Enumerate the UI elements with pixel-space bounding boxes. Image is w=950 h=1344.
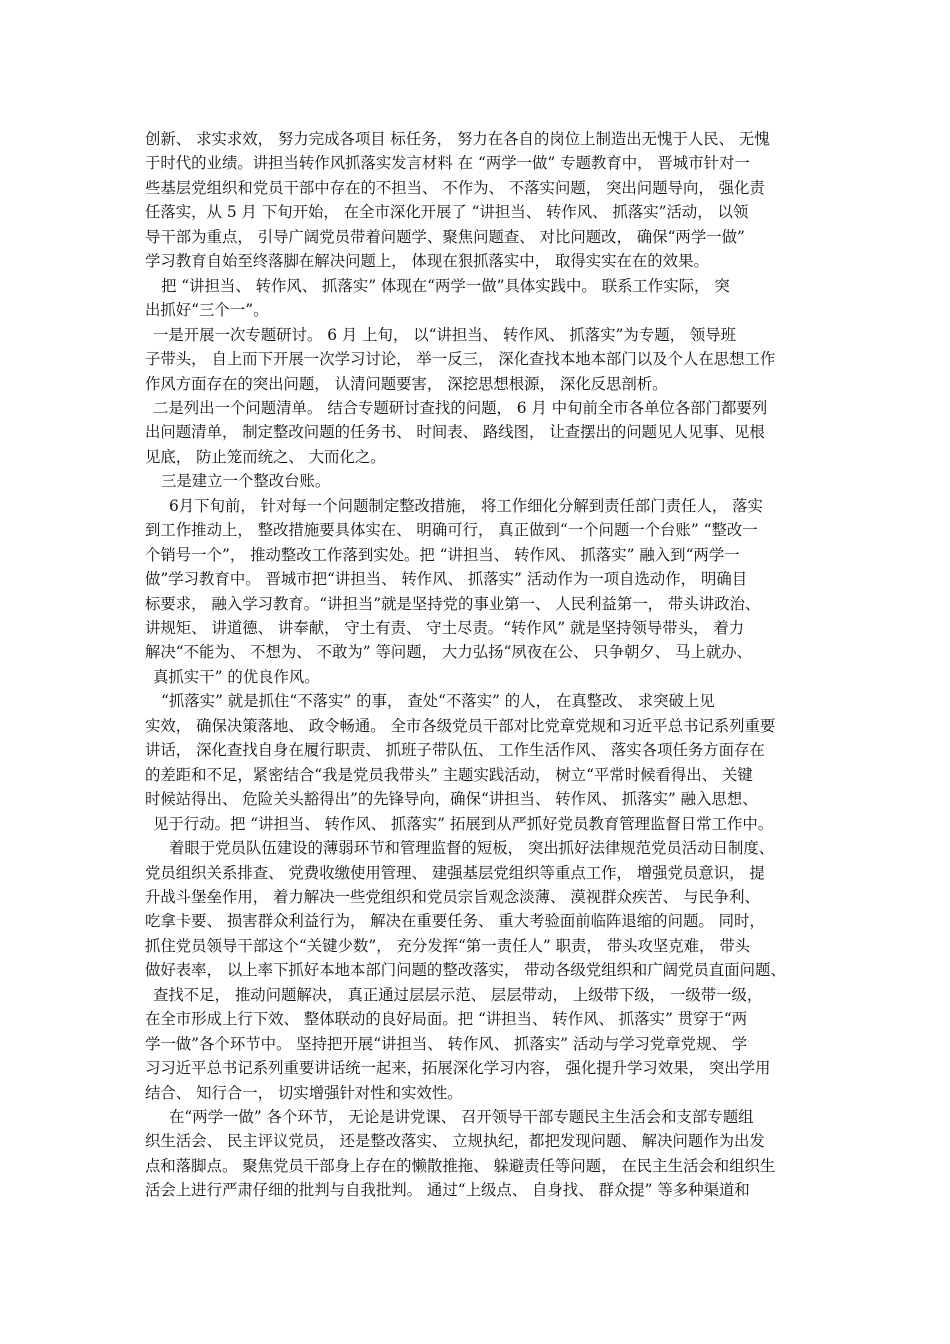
text-line: 在全市形成上行下效、 整体联动的良好局面。把 “讲担当、 转作风、 抓落实” 贯穿于“两 [145,1010,748,1029]
text-line: “抓落实” 就是抓住“不落实” 的事， 查处“不落实” 的人， 在真整改、 求突破上见 [161,692,715,711]
text-line: 的差距和不足，紧密结合“我是党员我带头” 主题实践活动， 树立“平常时候看得出、 关键 [145,765,753,784]
text-line: 6月下旬前， 针对每一个问题制定整改措施， 将工作细化分解到责任部门责任人， 落实 [169,496,763,515]
text-line: 查找不足， 推动问题解决， 真正通过层层示范、 层层带动， 上级带下级， 一级带一级， [153,985,763,1004]
text-line: 些基层党组织和党员干部中存在的不担当、 不作为、 不落实问题， 突出问题导向， 强化责 [145,178,765,197]
text-line: 织生活会、 民主评议党员， 还是整改落实、 立规执纪，都把发现问题、 解决问题作为出发 [145,1132,765,1151]
text-line: 出抓好“三个一”。 [145,301,269,320]
text-line: 子带头， 自上而下开展一次学习讨论， 举一反三， 深化查找本地本部门以及个人在思想工作 [145,350,776,369]
text-line: 活会上进行严肃仔细的批判与自我批判。 通过“上级点、 自身找、 群众提” 等多种渠道和 [145,1181,750,1200]
text-line: 标要求， 融入学习教育。“讲担当”就是坚持党的事业第一、 人民利益第一， 带头讲政治、 [145,594,761,613]
text-line: 出问题清单， 制定整改问题的任务书、 时间表、 路线图， 让查摆出的问题见人见事、见根 [145,423,765,442]
text-line: 真抓实干” 的优良作风。 [153,667,320,686]
text-line: 见于行动。把 “讲担当、 转作风、 抓落实” 拓展到从严抓好党员教育管理监督日常工作中。 [153,814,774,833]
text-line: 三是建立一个整改台账。 [161,472,331,491]
text-line: 学习教育自始至终落脚在解决问题上， 体现在狠抓落实中， 取得实实在在的效果。 [145,252,709,271]
text-line: 于时代的业绩。讲担当转作风抓落实发言材料 在 “两学一做” 专题教育中， 晋城市针对一 [145,154,750,173]
text-line: 结合、 知行合一， 切实增强针对性和实效性。 [145,1083,463,1102]
text-line: 抓住党员领导干部这个“关键少数”， 充分发挥“第一责任人” 职责， 带头攻坚克难， 带头 [145,936,751,955]
text-line: 点和落脚点。 聚焦党员干部身上存在的懒散推拖、 躲避责任等问题， 在民主生活会和组织生 [145,1156,776,1175]
text-line: 做好表率， 以上率下抓好本地本部门问题的整改落实， 带动各级党组织和广阔党员直面问题、 [145,961,786,980]
text-line: 习习近平总书记系列重要讲话统一起来，拓展深化学习内容， 强化提升学习效果， 突出学用 [145,1059,771,1078]
text-line: 一是开展一次专题研讨。 6 月 上旬， 以“讲担当、 转作风、 抓落实”为专题， 领导班 [153,325,737,344]
text-line: 讲规矩、 讲道德、 讲奉献， 守土有责、 守土尽责。“转作风” 就是坚持领导带头， 着力 [145,619,745,637]
text-line: 在“两学一做” 各个环节， 无论是讲党课、 召开领导干部专题民主生活会和支部专题组 [169,1108,754,1126]
text-line: 吃拿卡要、 损害群众利益行为， 解决在重要任务、 重大考验面前临阵退缩的问题。 同时， [145,912,765,931]
text-line: 党员组织关系排查、 党费收缴使用管理、 建强基层党组织等重点工作， 增强党员意识， 提 [145,863,765,882]
text-line: 个销号一个”， 推动整改工作落到实处。把 “讲担当、 转作风、 抓落实” 融入到“两学一 [145,545,740,564]
text-line: 讲话， 深化查找自身在履行职责、 抓班子带队伍、 工作生活作风、 落实各项任务方面存在 [145,741,765,760]
text-line: 解决“不能为、 不想为、 不敢为” 等问题， 大力弘扬“夙夜在公、 只争朝夕、 马上就办、 [145,643,753,662]
text-line: 把 “讲担当、 转作风、 抓落实” 体现在“两学一做”具体实践中。 联系工作实际， 突 [161,276,730,295]
text-line: 二是列出一个问题清单。 结合专题研讨查找的问题， 6 月 中旬前全市各单位各部门都要列 [153,398,768,417]
text-line: 学一做”各个环节中。 坚持把开展“讲担当、 转作风、 抓落实” 活动与学习党章党规、 学 [145,1034,748,1053]
text-line: 任落实，从 5 月 下旬开始， 在全市深化开展了 “讲担当、 转作风、 抓落实”活动， 以领 [145,203,749,222]
text-line: 实效， 确保决策落地、 政令畅通。 全市各级党员干部对比党章党规和习近平总书记系列重要 [145,716,776,735]
text-line: 时候站得出、 危险关头豁得出”的先锋导向，确保“讲担当、 转作风、 抓落实” 融入思想、 [145,790,758,809]
text-line: 升战斗堡垒作用， 着力解决一些党组织和党员宗旨观念淡薄、 漠视群众疾苦、 与民争利、 [145,887,760,906]
text-line: 作风方面存在的突出问题， 认清问题要害， 深挖思想根源， 深化反思剖析。 [145,374,668,393]
text-line: 导干部为重点， 引导广阔党员带着问题学、聚焦问题查、 对比问题改， 确保“两学一做” [145,227,745,246]
text-line: 见底， 防止笼而统之、 大而化之。 [145,447,386,466]
text-line: 做”学习教育中。 晋城市把“讲担当、 转作风、 抓落实” 活动作为一项自选动作， 明确目 [145,570,748,589]
text-line: 创新、 求实求效， 努力完成各项目 标任务， 努力在各自的岗位上制造出无愧于人民、 无愧 [145,130,770,148]
text-line: 着眼于党员队伍建设的薄弱环节和管理监督的短板， 突出抓好法律规范党员活动日制度、 [169,839,775,858]
text-line: 到工作推动上， 整改措施要具体实在、 明确可行， 真正做到“一个问题一个台账” “整改一 [145,521,758,540]
